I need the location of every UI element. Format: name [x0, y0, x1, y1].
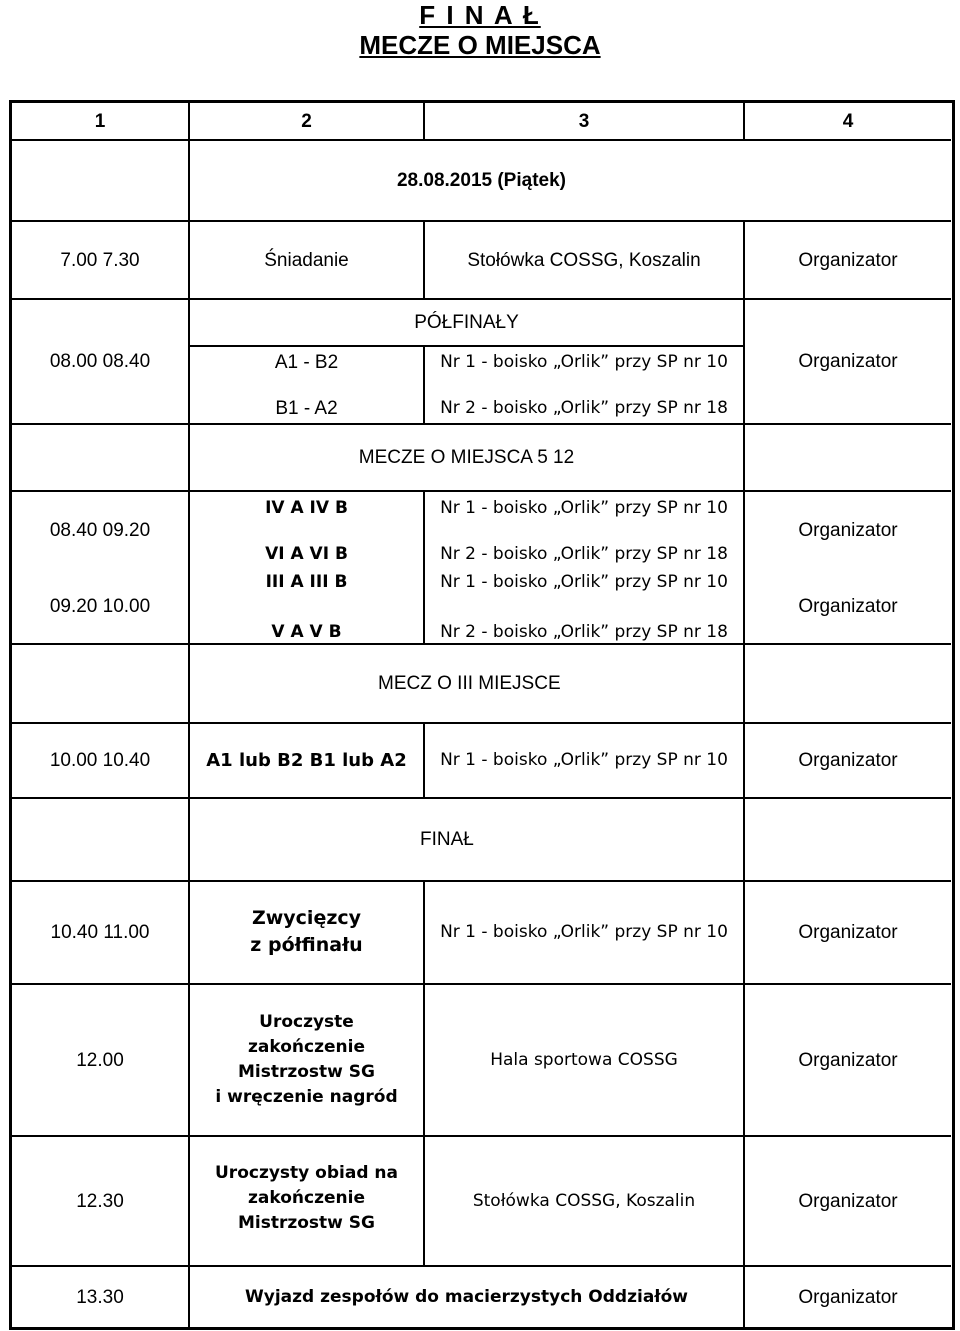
- section-heading: PÓŁFINAŁY: [414, 312, 519, 333]
- responsible-cell: Organizator: [798, 1190, 898, 1212]
- column-number: 4: [842, 110, 854, 132]
- responsible-cell: Organizator: [798, 1286, 898, 1308]
- time-cell: 10.00 10.40: [49, 750, 151, 771]
- match-cell: A1 lub B2 B1 lub A2: [206, 750, 407, 771]
- responsible-cell: Organizator: [798, 249, 898, 271]
- responsible-cell: Organizator: [798, 750, 898, 771]
- event-line: Uroczyste: [259, 1012, 354, 1032]
- place-cell: Nr 2 - boisko „Orlik” przy SP nr 18: [440, 543, 728, 564]
- time-cell: 7.00 7.30: [60, 249, 140, 271]
- event-line: Uroczysty obiad na: [215, 1163, 398, 1183]
- time-cell: 08.00 08.40: [49, 351, 151, 372]
- responsible-cell: Organizator: [798, 351, 898, 372]
- responsible-cell: Organizator: [798, 595, 898, 617]
- place-cell: Stołówka COSSG, Koszalin: [467, 249, 701, 271]
- match-cell: V A V B: [271, 621, 342, 642]
- match-cell: A1 - B2: [274, 351, 339, 373]
- time-cell: 12.00: [76, 1049, 124, 1071]
- match-cell: VI A VI B: [265, 543, 348, 564]
- time-cell: 13.30: [76, 1286, 124, 1308]
- column-number: 2: [301, 110, 312, 132]
- responsible-cell: Organizator: [798, 519, 898, 541]
- section-heading: MECZ O III MIEJSCE: [378, 673, 561, 694]
- column-number: 3: [578, 110, 590, 132]
- place-cell: Nr 1 - boisko „Orlik” przy SP nr 10: [440, 571, 728, 592]
- page-title: F I N A Ł: [419, 0, 541, 30]
- place-cell: Nr 2 - boisko „Orlik” przy SP nr 18: [440, 621, 728, 642]
- event-cell: Śniadanie: [264, 249, 349, 271]
- match-cell: IV A IV B: [265, 497, 348, 518]
- place-cell: Nr 1 - boisko „Orlik” przy SP nr 10: [440, 750, 728, 770]
- match-cell: z półfinału: [250, 934, 363, 956]
- event-line: Mistrzostw SG: [237, 1062, 375, 1082]
- time-cell: 10.40 11.00: [50, 922, 150, 943]
- place-cell: Nr 1 - boisko „Orlik” przy SP nr 10: [440, 497, 728, 518]
- page-subtitle: MECZE O MIEJSCA: [359, 30, 601, 60]
- place-cell: Hala sportowa COSSG: [490, 1049, 678, 1070]
- date-heading: 28.08.2015 (Piątek): [396, 170, 566, 191]
- time-cell: 09.20 10.00: [49, 595, 151, 617]
- place-cell: Stołówka COSSG, Koszalin: [472, 1190, 696, 1211]
- match-cell: III A III B: [265, 571, 348, 592]
- section-heading: FINAŁ: [420, 829, 474, 850]
- event-cell: Wyjazd zespołów do macierzystych Oddziałów: [245, 1286, 688, 1307]
- time-cell: 12.30: [76, 1190, 124, 1212]
- match-cell: B1 - A2: [275, 397, 338, 419]
- time-cell: 08.40 09.20: [49, 519, 151, 541]
- event-line: Mistrzostw SG: [237, 1213, 375, 1233]
- place-cell: Nr 1 - boisko „Orlik” przy SP nr 10: [440, 922, 728, 942]
- section-heading: MECZE O MIEJSCA 5 12: [358, 447, 575, 468]
- responsible-cell: Organizator: [798, 922, 898, 943]
- place-cell: Nr 1 - boisko „Orlik” przy SP nr 10: [440, 351, 728, 372]
- row-divider: [12, 490, 951, 492]
- event-line: zakończenie: [248, 1037, 365, 1057]
- place-cell: Nr 2 - boisko „Orlik” przy SP nr 18: [440, 397, 728, 418]
- responsible-cell: Organizator: [798, 1049, 898, 1071]
- event-line: zakończenie: [248, 1188, 365, 1208]
- column-number: 1: [94, 110, 106, 132]
- match-cell: Zwycięzcy: [251, 907, 362, 929]
- event-line: i wręczenie nagród: [215, 1087, 398, 1107]
